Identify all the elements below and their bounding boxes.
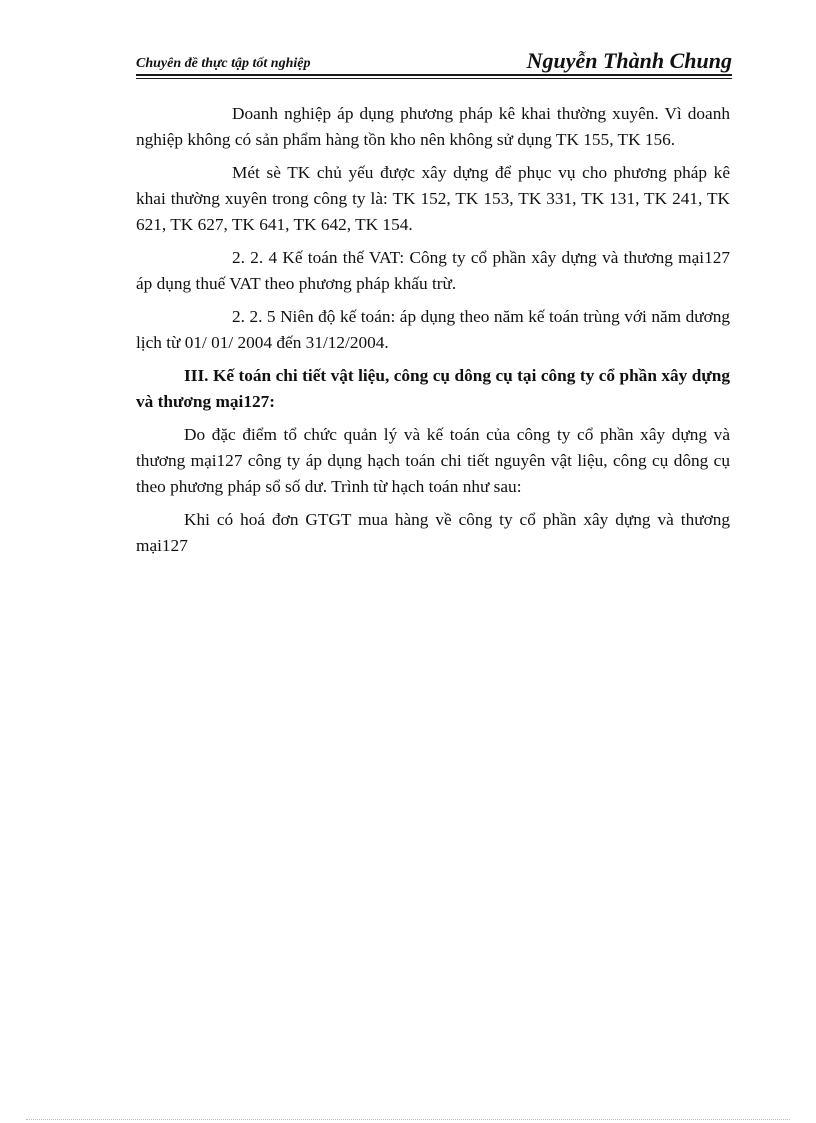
paragraph-detail-method: Do đặc điểm tổ chức quản lý và kế toán của công ty cổ phần xây dựng và thương mại127 công ty áp dụng hạch toán chi tiết nguyên vật liệu, công cụ dông cụ theo phương pháp sổ số dư. Trình từ hạch toán như sau: — [136, 425, 730, 496]
section-heading: III. Kế toán chi tiết vật liệu, công cụ dông cụ tại công ty cổ phần xây dựng và thương mại127: — [136, 366, 730, 411]
paragraph-vat: 2. 2. 4 Kế toán thế VAT: Công ty cổ phần xây dựng và thương mại127 áp dụng thuế VAT theo phương pháp khấu trừ. — [136, 248, 730, 293]
author-name: Nguyễn Thành Chung — [526, 48, 732, 73]
body-text — [136, 101, 730, 566]
paragraph-accounts-list: Mét sè TK chủ yếu được xây dựng để phục vụ cho phương pháp kê khai thường xuyên trong công ty là: TK 152, TK 153, TK 331, TK 131, TK 241, TK 621, TK 627, TK 641, TK 642, TK 154. — [136, 163, 730, 234]
header-rule-thin — [136, 78, 732, 79]
page-bottom-border — [26, 1119, 790, 1120]
page-header — [136, 48, 732, 74]
header-rule-thick — [136, 74, 732, 76]
paragraph-fiscal-year: 2. 2. 5 Niên độ kế toán: áp dụng theo năm kế toán trùng với năm dương lịch từ 01/ 01/ 2004 đến 31/12/2004. — [136, 307, 730, 352]
document-title: Chuyên đề thực tập tốt nghiệp — [136, 56, 311, 71]
paragraph-accounting-method: Doanh nghiệp áp dụng phương pháp kê khai thường xuyên. Vì doanh nghiệp không có sản phẩm hàng tồn kho nên không sử dụng TK 155, TK 156. — [136, 104, 730, 149]
paragraph-invoice: Khi có hoá đơn GTGT mua hàng về công ty cổ phần xây dựng và thương mại127 — [136, 510, 730, 555]
